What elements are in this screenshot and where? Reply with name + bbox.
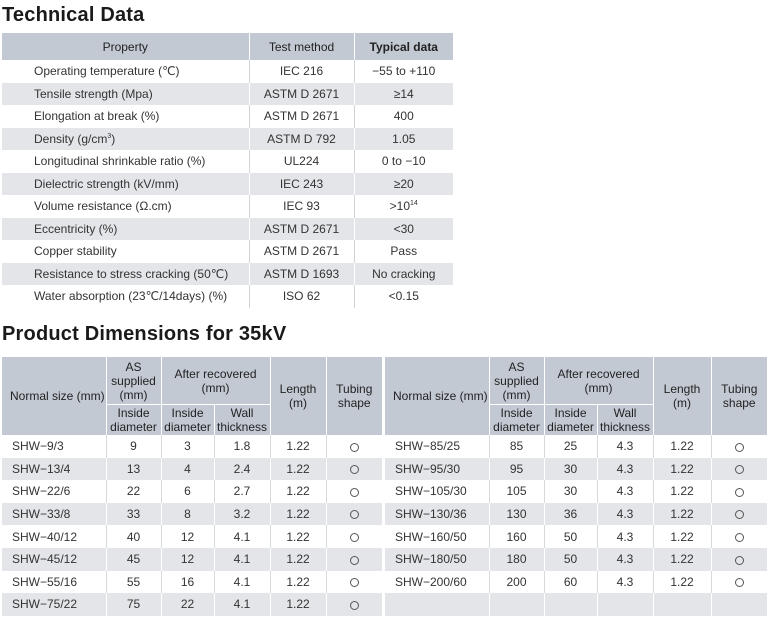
tube-circle-icon	[735, 556, 744, 565]
as-supplied-id-cell: 13	[106, 458, 161, 481]
empty-cell	[711, 593, 767, 616]
dimensions-header-row	[385, 357, 767, 405]
typical-value-text: No cracking	[372, 266, 436, 281]
tube-circle-icon	[350, 488, 359, 497]
test-method-cell: UL224	[249, 150, 354, 173]
as-supplied-id-cell: 55	[106, 571, 161, 594]
test-method-cell: IEC 243	[249, 173, 354, 196]
length-cell: 1.22	[653, 435, 711, 458]
table-row	[2, 593, 382, 616]
header-normal-size: Normal size (mm)	[385, 357, 489, 435]
normal-size-cell: SHW−40/12	[2, 525, 106, 548]
wall-thickness-cell: 4.3	[597, 435, 653, 458]
tubing-shape-cell	[326, 525, 382, 548]
as-supplied-id-cell: 85	[489, 435, 544, 458]
typical-value-text: <0.15	[388, 289, 419, 304]
header-property: Property	[2, 33, 249, 60]
test-method-cell: IEC 216	[249, 60, 354, 83]
property-cell	[2, 240, 249, 263]
property-cell	[2, 105, 249, 128]
table-row	[385, 503, 767, 526]
table-row	[2, 458, 382, 481]
tubing-shape-cell	[711, 458, 767, 481]
as-supplied-id-cell: 40	[106, 525, 161, 548]
header-length: Length (m)	[270, 357, 326, 435]
tubing-shape-cell	[711, 548, 767, 571]
wall-thickness-cell: 4.3	[597, 525, 653, 548]
property-cell	[2, 173, 249, 196]
tubing-shape-cell	[326, 571, 382, 594]
typical-data-cell	[354, 60, 453, 83]
length-cell: 1.22	[270, 525, 326, 548]
wall-thickness-cell: 2.4	[214, 458, 270, 481]
as-supplied-id-cell: 200	[489, 571, 544, 594]
property-cell	[2, 263, 249, 286]
property-text: Longitudinal shrinkable ratio (%)	[34, 154, 206, 169]
length-cell: 1.22	[270, 548, 326, 571]
typical-value-text: ≥14	[393, 86, 414, 101]
recovered-id-cell: 6	[161, 480, 214, 503]
typical-data-cell	[354, 195, 453, 218]
table-row	[2, 60, 453, 83]
length-cell: 1.22	[653, 525, 711, 548]
recovered-id-cell: 4	[161, 458, 214, 481]
length-cell: 1.22	[270, 458, 326, 481]
recovered-id-cell: 22	[161, 593, 214, 616]
recovered-id-cell: 50	[544, 548, 597, 571]
tubing-shape-cell	[711, 480, 767, 503]
header-inside-diameter: Inside diameter	[489, 405, 544, 436]
header-test-method: Test method	[249, 33, 354, 60]
header-wall-thickness: Wall thickness	[214, 405, 270, 436]
tubing-shape-cell	[711, 571, 767, 594]
tubing-shape-cell	[711, 435, 767, 458]
tubing-shape-cell	[711, 503, 767, 526]
tube-circle-icon	[350, 556, 359, 565]
recovered-id-cell: 36	[544, 503, 597, 526]
wall-thickness-cell: 4.1	[214, 525, 270, 548]
tube-circle-icon	[735, 443, 744, 452]
header-wall-thickness: Wall thickness	[597, 405, 653, 436]
typical-data-cell	[354, 105, 453, 128]
header-tubing-shape: Tubing shape	[326, 357, 382, 435]
header-tubing-shape: Tubing shape	[711, 357, 767, 435]
property-superscript: 3	[107, 132, 112, 140]
property-text: Dielectric strength (kV/mm)	[34, 176, 179, 191]
tubing-shape-cell	[711, 525, 767, 548]
dimensions-table-left	[2, 357, 382, 616]
table-row	[2, 128, 453, 151]
test-method-cell: ASTM D 2671	[249, 218, 354, 241]
table-row	[385, 458, 767, 481]
table-row	[2, 173, 453, 196]
normal-size-cell: SHW−55/16	[2, 571, 106, 594]
test-method-cell: ASTM D 1693	[249, 263, 354, 286]
table-row	[2, 150, 453, 173]
as-supplied-id-cell: 130	[489, 503, 544, 526]
property-text: Operating temperature (℃)	[34, 64, 180, 79]
header-as-supplied: AS supplied (mm)	[106, 357, 161, 405]
property-cell	[2, 128, 249, 151]
table-row	[2, 285, 453, 308]
typical-data-cell	[354, 150, 453, 173]
test-method-cell: ASTM D 2671	[249, 240, 354, 263]
property-text: Volume resistance (Ω.cm)	[34, 199, 172, 214]
header-recovered-inside-diameter: Inside diameter	[544, 405, 597, 436]
normal-size-cell: SHW−13/4	[2, 458, 106, 481]
typical-value-text: −55 to +110	[372, 64, 436, 79]
wall-thickness-cell: 4.3	[597, 480, 653, 503]
dimensions-header-row	[2, 357, 382, 405]
normal-size-cell: SHW−33/8	[2, 503, 106, 526]
header-normal-size: Normal size (mm)	[2, 357, 106, 435]
recovered-id-cell: 16	[161, 571, 214, 594]
property-cell	[2, 83, 249, 106]
length-cell: 1.22	[270, 571, 326, 594]
header-typical-data: Typical data	[354, 33, 453, 60]
test-method-cell: ASTM D 2671	[249, 83, 354, 106]
as-supplied-id-cell: 33	[106, 503, 161, 526]
header-as-supplied: AS supplied (mm)	[489, 357, 544, 405]
typical-data-cell	[354, 128, 453, 151]
tube-circle-icon	[350, 601, 359, 610]
normal-size-cell: SHW−95/30	[385, 458, 489, 481]
length-cell: 1.22	[653, 480, 711, 503]
table-row	[2, 240, 453, 263]
as-supplied-id-cell: 160	[489, 525, 544, 548]
table-row	[2, 263, 453, 286]
wall-thickness-cell: 4.3	[597, 458, 653, 481]
table-row	[2, 218, 453, 241]
table-row	[2, 548, 382, 571]
tube-circle-icon	[735, 510, 744, 519]
length-cell: 1.22	[270, 435, 326, 458]
normal-size-cell: SHW−9/3	[2, 435, 106, 458]
table-row	[2, 503, 382, 526]
typical-value-text: Pass	[390, 244, 418, 259]
normal-size-cell: SHW−75/22	[2, 593, 106, 616]
property-cell	[2, 195, 249, 218]
typical-data-cell	[354, 285, 453, 308]
length-cell: 1.22	[653, 503, 711, 526]
technical-data-title: Technical Data	[2, 4, 145, 26]
length-cell: 1.22	[653, 548, 711, 571]
typical-value-text: 0 to −10	[381, 154, 426, 169]
property-cell	[2, 285, 249, 308]
header-inside-diameter: Inside diameter	[106, 405, 161, 436]
technical-data-table	[2, 33, 453, 308]
normal-size-cell: SHW−85/25	[385, 435, 489, 458]
wall-thickness-cell: 2.7	[214, 480, 270, 503]
header-after-recovered: After recovered (mm)	[544, 357, 653, 405]
tube-circle-icon	[350, 578, 359, 587]
typical-data-cell	[354, 263, 453, 286]
as-supplied-id-cell: 22	[106, 480, 161, 503]
typical-data-cell	[354, 83, 453, 106]
tube-circle-icon	[350, 465, 359, 474]
as-supplied-id-cell: 75	[106, 593, 161, 616]
table-row	[385, 593, 767, 616]
as-supplied-id-cell: 105	[489, 480, 544, 503]
length-cell: 1.22	[270, 480, 326, 503]
empty-cell	[597, 593, 653, 616]
wall-thickness-cell: 4.3	[597, 548, 653, 571]
property-text: Tensile strength (Mpa)	[34, 86, 153, 101]
table-row	[2, 480, 382, 503]
tube-circle-icon	[735, 578, 744, 587]
table-row	[2, 525, 382, 548]
recovered-id-cell: 12	[161, 548, 214, 571]
table-row	[385, 525, 767, 548]
test-method-cell: ASTM D 792	[249, 128, 354, 151]
tubing-shape-cell	[326, 458, 382, 481]
tubing-shape-cell	[326, 593, 382, 616]
wall-thickness-cell: 4.3	[597, 503, 653, 526]
tube-circle-icon	[350, 510, 359, 519]
wall-thickness-cell: 4.1	[214, 593, 270, 616]
header-length: Length (m)	[653, 357, 711, 435]
normal-size-cell: SHW−22/6	[2, 480, 106, 503]
as-supplied-id-cell: 95	[489, 458, 544, 481]
normal-size-cell: SHW−105/30	[385, 480, 489, 503]
typical-data-cell	[354, 218, 453, 241]
dimensions-title: Product Dimensions for 35kV	[2, 323, 287, 345]
header-recovered-inside-diameter: Inside diameter	[161, 405, 214, 436]
typical-value-text: <30	[393, 221, 414, 236]
table-row	[2, 435, 382, 458]
recovered-id-cell: 50	[544, 525, 597, 548]
recovered-id-cell: 30	[544, 458, 597, 481]
tubing-shape-cell	[326, 503, 382, 526]
tubing-shape-cell	[326, 548, 382, 571]
empty-cell	[489, 593, 544, 616]
property-text: Eccentricity (%)	[34, 221, 118, 236]
technical-header-row	[2, 33, 453, 60]
property-text-end: )	[111, 131, 116, 146]
value-superscript: 14	[410, 200, 418, 208]
header-after-recovered: After recovered (mm)	[161, 357, 270, 405]
wall-thickness-cell: 4.1	[214, 548, 270, 571]
tube-circle-icon	[350, 533, 359, 542]
test-method-cell: IEC 93	[249, 195, 354, 218]
property-cell	[2, 150, 249, 173]
table-row	[2, 195, 453, 218]
recovered-id-cell: 8	[161, 503, 214, 526]
property-text: Elongation at break (%)	[34, 109, 160, 124]
normal-size-cell: SHW−160/50	[385, 525, 489, 548]
length-cell: 1.22	[653, 571, 711, 594]
tube-circle-icon	[735, 488, 744, 497]
property-text: Resistance to stress cracking (50℃)	[34, 266, 229, 281]
property-text: Water absorption (23℃/14days) (%)	[34, 289, 228, 304]
normal-size-cell: SHW−200/60	[385, 571, 489, 594]
wall-thickness-cell: 4.3	[597, 571, 653, 594]
tubing-shape-cell	[326, 480, 382, 503]
typical-value-text: 400	[393, 109, 414, 124]
property-text: Density (g/cm	[34, 131, 108, 146]
recovered-id-cell: 60	[544, 571, 597, 594]
table-row	[385, 480, 767, 503]
typical-value-text: ≥20	[393, 176, 414, 191]
typical-data-cell	[354, 240, 453, 263]
table-row	[2, 105, 453, 128]
normal-size-cell: SHW−130/36	[385, 503, 489, 526]
as-supplied-id-cell: 9	[106, 435, 161, 458]
typical-value-text: 1.05	[392, 131, 416, 146]
property-cell	[2, 60, 249, 83]
tube-circle-icon	[350, 443, 359, 452]
table-row	[385, 571, 767, 594]
tube-circle-icon	[735, 465, 744, 474]
test-method-cell: ASTM D 2671	[249, 105, 354, 128]
empty-cell	[653, 593, 711, 616]
tubing-shape-cell	[326, 435, 382, 458]
empty-cell	[544, 593, 597, 616]
normal-size-cell: SHW−180/50	[385, 548, 489, 571]
wall-thickness-cell: 1.8	[214, 435, 270, 458]
tube-circle-icon	[735, 533, 744, 542]
recovered-id-cell: 30	[544, 480, 597, 503]
length-cell: 1.22	[270, 593, 326, 616]
as-supplied-id-cell: 180	[489, 548, 544, 571]
recovered-id-cell: 3	[161, 435, 214, 458]
recovered-id-cell: 12	[161, 525, 214, 548]
wall-thickness-cell: 3.2	[214, 503, 270, 526]
test-method-cell: ISO 62	[249, 285, 354, 308]
typical-data-cell	[354, 173, 453, 196]
wall-thickness-cell: 4.1	[214, 571, 270, 594]
property-cell	[2, 218, 249, 241]
table-row	[2, 83, 453, 106]
table-row	[385, 435, 767, 458]
recovered-id-cell: 25	[544, 435, 597, 458]
dimensions-table-right	[385, 357, 767, 616]
typical-value-text: >10	[389, 199, 411, 214]
table-row	[385, 548, 767, 571]
as-supplied-id-cell: 45	[106, 548, 161, 571]
table-row	[2, 571, 382, 594]
property-text: Copper stability	[34, 244, 117, 259]
empty-cell	[385, 593, 489, 616]
normal-size-cell: SHW−45/12	[2, 548, 106, 571]
length-cell: 1.22	[270, 503, 326, 526]
length-cell: 1.22	[653, 458, 711, 481]
